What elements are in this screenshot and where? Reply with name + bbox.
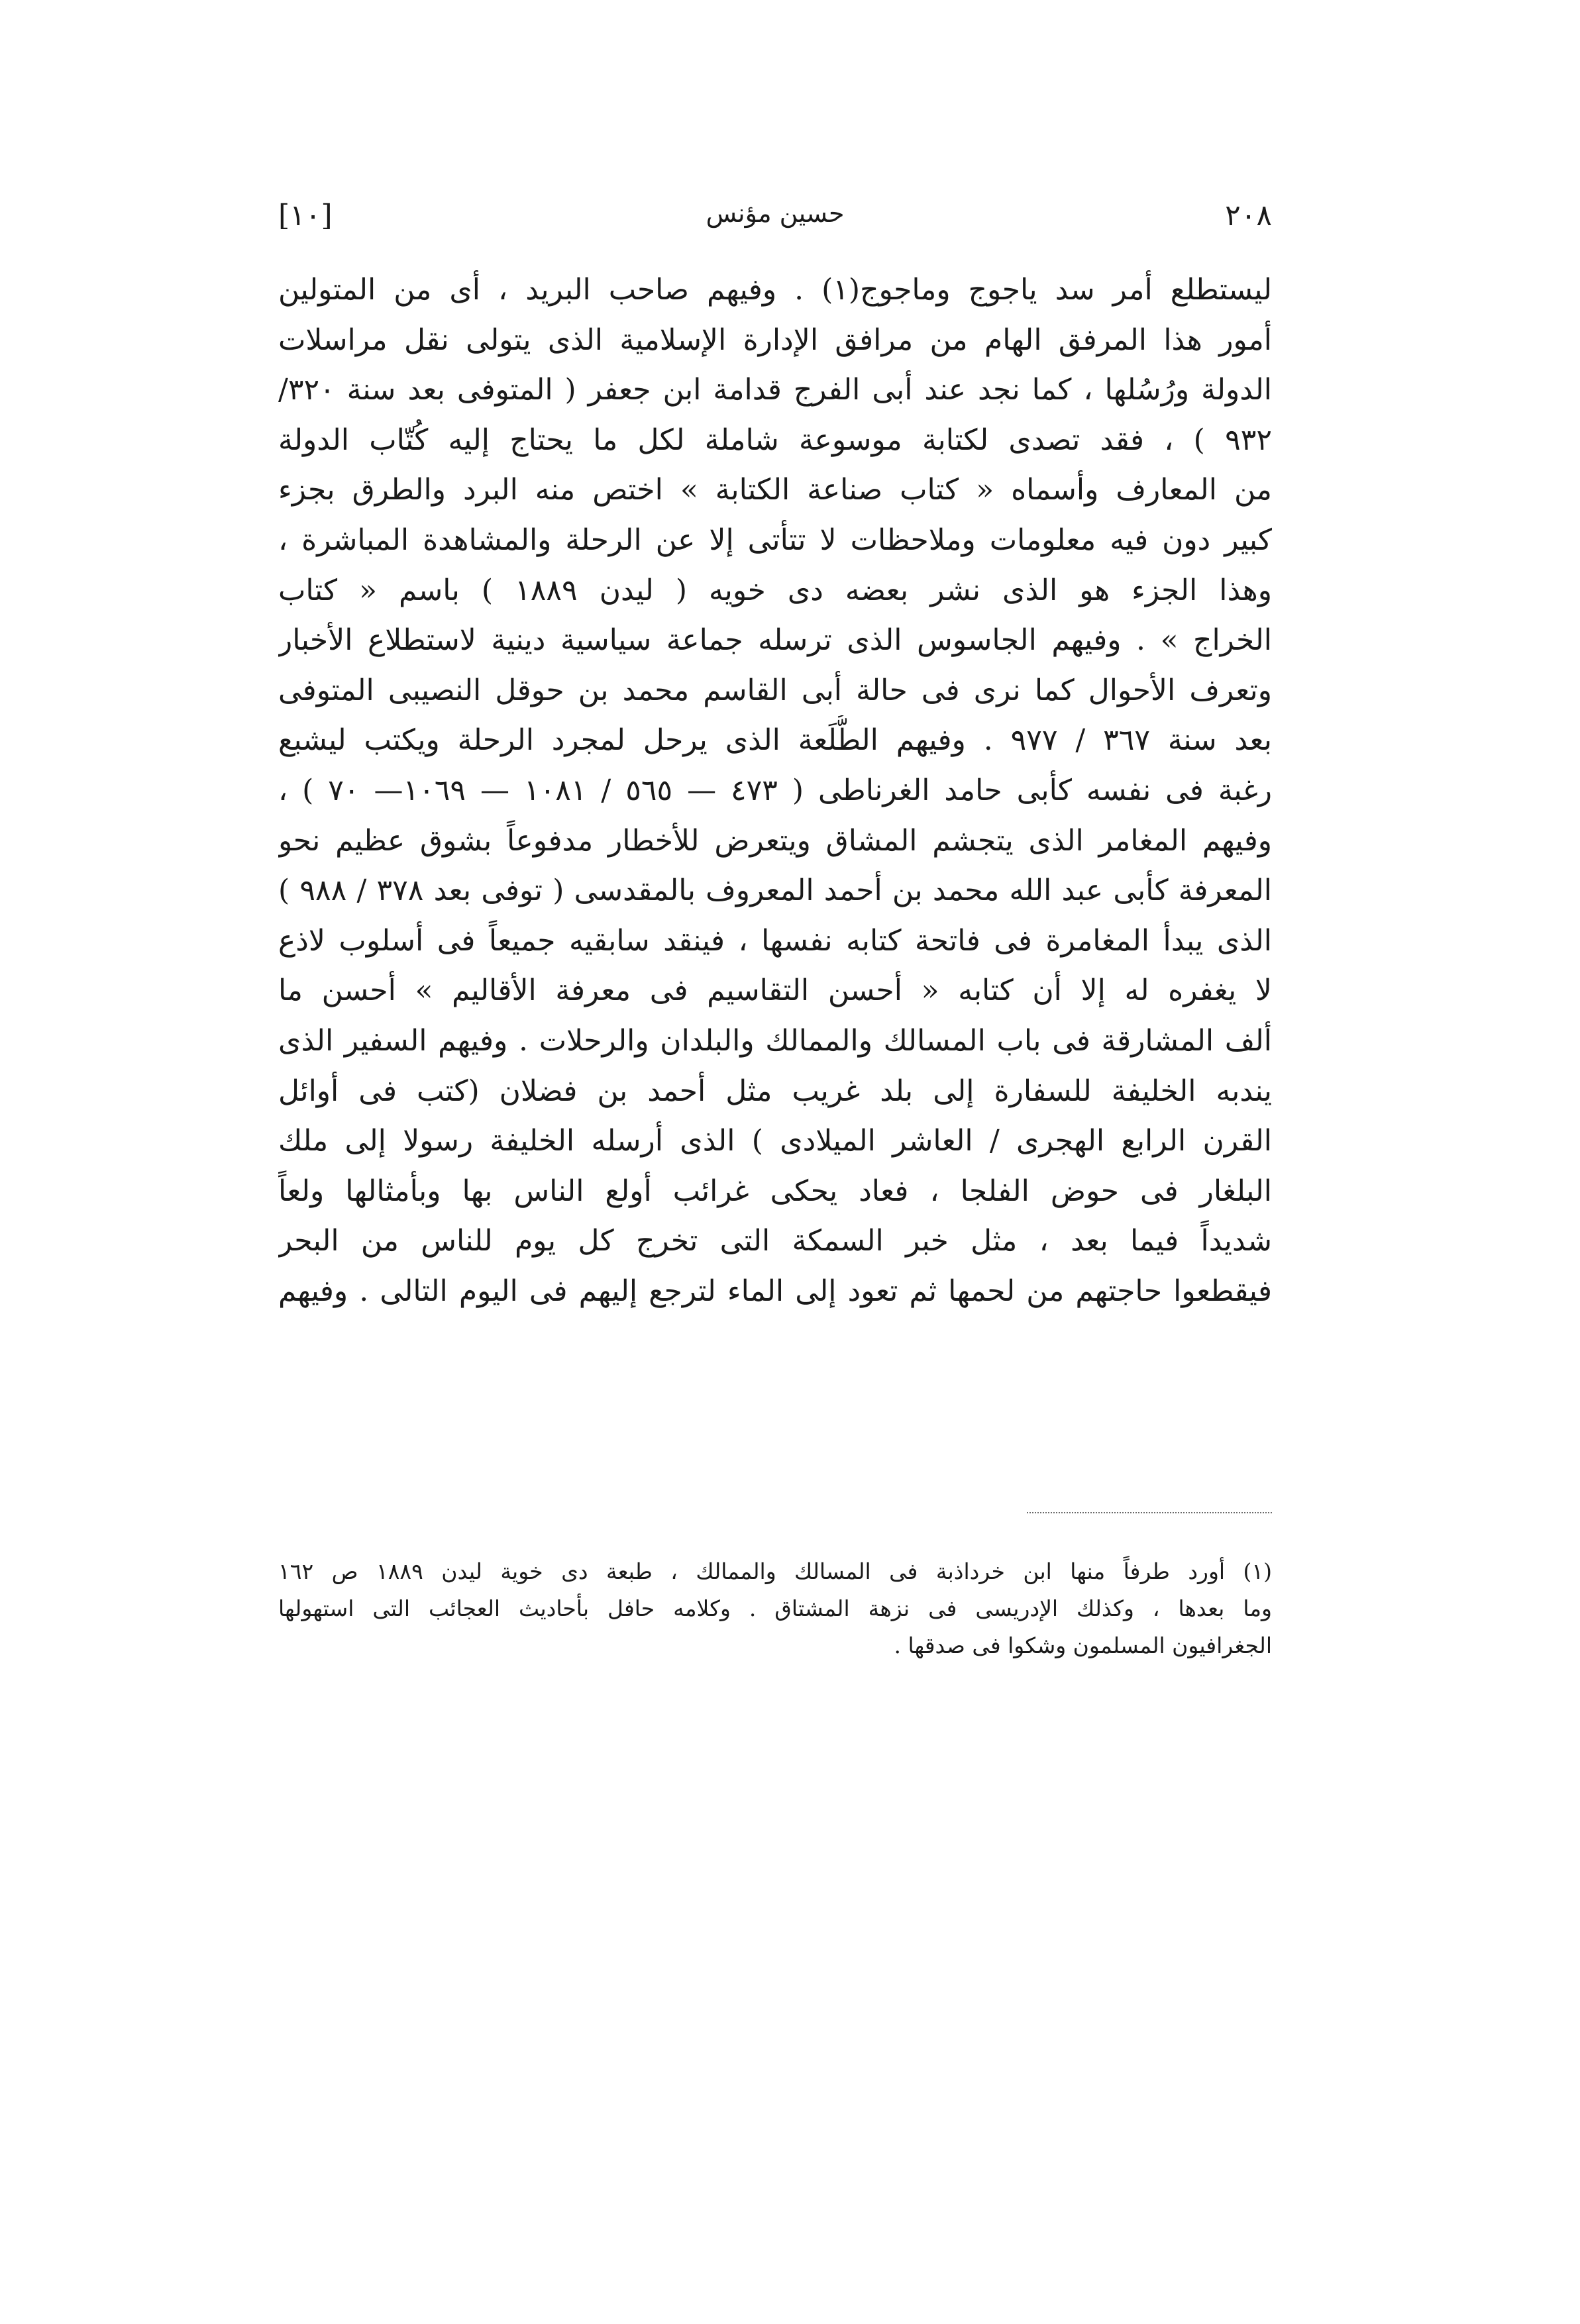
- running-head: حسين مؤنس: [706, 199, 845, 228]
- text-line: ليستطلع أمر سد ياجوج وماجوج(١) . وفيهم صاحب البريد ، أى من المتولين: [278, 273, 1272, 307]
- text-line: وفيهم المغامر الذى يتجشم المشاق ويتعرض للأخطار مدفوعاً بشوق عظيم نحو: [278, 823, 1272, 858]
- text-line: القرن الرابع الهجرى / العاشر الميلادى ) الذى أرسله الخليفة رسولا إلى ملك: [278, 1124, 1272, 1158]
- text-line: بعد سنة ٣٦٧ / ٩٧٧ . وفيهم الطُّلَعة الذى يرحل لمجرد الرحلة ويكتب ليشبع: [278, 723, 1272, 758]
- text-line: من المعارف وأسماه « كتاب صناعة الكتابة » اختص منه البرد والطرق بجزء: [278, 473, 1272, 507]
- text-line: فيقطعوا حاجتهم من لحمها ثم تعود إلى الماء لترجع إليهم فى اليوم التالى . وفيهم: [278, 1274, 1272, 1308]
- text-line: رغبة فى نفسه كأبى حامد الغرناطى ( ٤٧٣ — ٥٦٥ / ١٠٨١ — ١٠٦٩— ٧٠ ) ،: [278, 773, 1272, 807]
- text-line: ٩٣٢ ) ، فقد تصدى لكتابة موسوعة شاملة لكل ما يحتاج إليه كُتّاب الدولة: [278, 423, 1272, 457]
- page-header: [278, 199, 1272, 245]
- footnotes: [278, 1553, 1272, 1664]
- text-line: الذى يبدأ المغامرة فى فاتحة كتابه نفسها ، فينقد سابقيه جميعاً فى أسلوب لاذع: [278, 923, 1272, 958]
- section-number: [١٠]: [278, 199, 333, 232]
- text-line: يندبه الخليفة للسفارة إلى بلد غريب مثل أحمد بن فضلان (كتب فى أوائل: [278, 1074, 1272, 1108]
- text-line: شديداً فيما بعد ، مثل خبر السمكة التى تخرج كل يوم للناس من البحر: [278, 1224, 1272, 1258]
- footnote-line: الجغرافيون المسلمون وشكوا فى صدقها .: [894, 1633, 1272, 1658]
- text-line: كبير دون فيه معلومات وملاحظات لا تتأتى إلا عن الرحلة والمشاهدة المباشرة ،: [278, 523, 1272, 557]
- text-line: ألف المشارقة فى باب المسالك والممالك والبلدان والرحلات . وفيهم السفير الذى: [278, 1023, 1272, 1058]
- text-line: لا يغفره له إلا أن كتابه « أحسن التقاسيم فى معرفة الأقاليم » أحسن ما: [278, 974, 1272, 1008]
- text-line: وهذا الجزء هو الذى نشر بعضه دى خويه ( ليدن ١٨٨٩ ) باسم « كتاب: [278, 573, 1272, 607]
- text-line: أمور هذا المرفق الهام من مرافق الإدارة الإسلامية الذى يتولى نقل مراسلات: [278, 323, 1272, 357]
- footnote-line: وما بعدها ، وكذلك الإدريسى فى نزهة المشتاق . وكلامه حافل بأحاديث العجائب التى استهولها: [278, 1595, 1272, 1621]
- page-number: ٢٠٨: [1225, 199, 1272, 232]
- text-line: البلغار فى حوض الفلجا ، فعاد يحكى غرائب أولع الناس بها وبأمثالها ولعاً: [278, 1174, 1272, 1208]
- text-line: وتعرف الأحوال كما نرى فى حالة أبى القاسم محمد بن حوقل النصيبى المتوفى: [278, 673, 1272, 707]
- body-text: [278, 265, 1272, 1316]
- text-line: المعرفة كأبى عبد الله محمد بن أحمد المعروف بالمقدسى ( توفى بعد ٣٧٨ / ٩٨٨ ): [278, 874, 1272, 908]
- footnote-separator: [1027, 1512, 1272, 1513]
- footnote-line: (١) أورد طرفاً منها ابن خرداذبة فى المسالك والممالك ، طبعة دى خوية ليدن ١٨٨٩ ص ١٦٢: [278, 1558, 1272, 1584]
- text-line: الدولة ورُسُلها ، كما نجد عند أبى الفرج قدامة ابن جعفر ( المتوفى بعد سنة ٣٢٠/: [278, 373, 1272, 407]
- text-line: الخراج » . وفيهم الجاسوس الذى ترسله جماعة سياسية دينية لاستطلاع الأخبار: [278, 623, 1272, 658]
